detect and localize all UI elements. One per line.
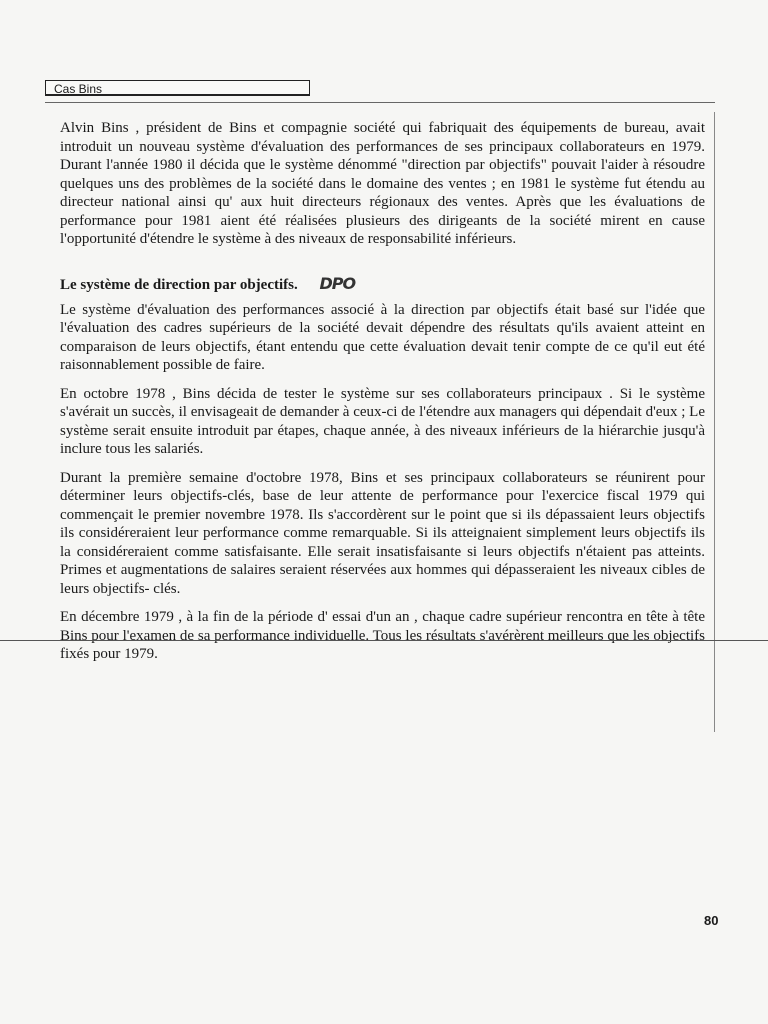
- body-paragraph-1: Le système d'évaluation des performances associé à la direction par objectifs était basé sur l'idée que l'évaluation des cadres supérieurs de la société devait dépendre des résultats qu'ils avaient atteint en comparaison de leurs objectifs, étant entendu que cette évaluation devait tenir compte de ce qu'il eut été raisonnablement possible de faire.: [60, 301, 705, 373]
- section-heading: [60, 274, 705, 295]
- top-rule: [45, 102, 715, 103]
- pen-stroke-line: [0, 640, 768, 641]
- body-paragraph-4: En décembre 1979 , à la fin de la période d' essai d'un an , chaque cadre supérieur rencontra en tête à tête Bins pour l'examen de sa performance individuelle. Tous les résultats s'avérèrent meilleurs que les objectifs fixés pour 1979.: [60, 609, 705, 662]
- handwritten-note: DPO: [319, 273, 356, 293]
- document-body: [60, 119, 705, 674]
- body-paragraph-3: Durant la première semaine d'octobre 1978, Bins et ses principaux collaborateurs se réunirent pour déterminer leurs objectifs-clés, base de leur attente de performance pour l'exercice fiscal 1979 qui commençait le premier novembre 1978. Ils s'accordèrent sur le point que si ils dépassaient leurs objectifs ils considéreraient leur performance comme remarquable. Si ils atteignaient simplement leurs objectifs ils la considéreraient comme satisfaisante. Elle serait insatisfaisante si leurs objectifs n'étaient pas atteints. Primes et augmentations de salaires seraient réservées aux hommes qui dépasseraient les niveaux cibles de leurs objectifs- clés.: [60, 469, 705, 597]
- intro-paragraph: Alvin Bins , président de Bins et compagnie société qui fabriquait des équipements de bureau, avait introduit un nouveau système d'évaluation des performances de ses principaux collaborateurs en 1979. Durant l'année 1980 il décida que le système dénommé "direction par objectifs" pouvait l'aider à résoudre quelques uns des problèmes de la société dans le domaine des ventes ; en 1981 le système fut étendu au directeur national ainsi qu' aux huit directeurs régionaux des ventes. Après que les évaluations de performance pour 1981 aient été réalisées plusieurs des dirigeants de la société mirent en cause l'opportunité d'étendre le système à des niveaux de responsabilité inférieurs.: [60, 120, 705, 247]
- case-title-box: Cas Bins: [45, 80, 310, 96]
- section-title: Le système de direction par objectifs.: [60, 276, 298, 293]
- body-paragraph-2: En octobre 1978 , Bins décida de tester le système sur ses collaborateurs principaux . Si le système s'avérait un succès, il envisageait de demander à ceux-ci de l'étendre aux managers qui dépendait d'eux ; Le système serait ensuite introduit par étapes, chaque année, à des niveaux inférieurs de la hiérarchie jusqu'à inclure tous les salariés.: [60, 385, 705, 457]
- page-number: 80: [704, 913, 719, 928]
- right-margin-rule: [714, 112, 715, 732]
